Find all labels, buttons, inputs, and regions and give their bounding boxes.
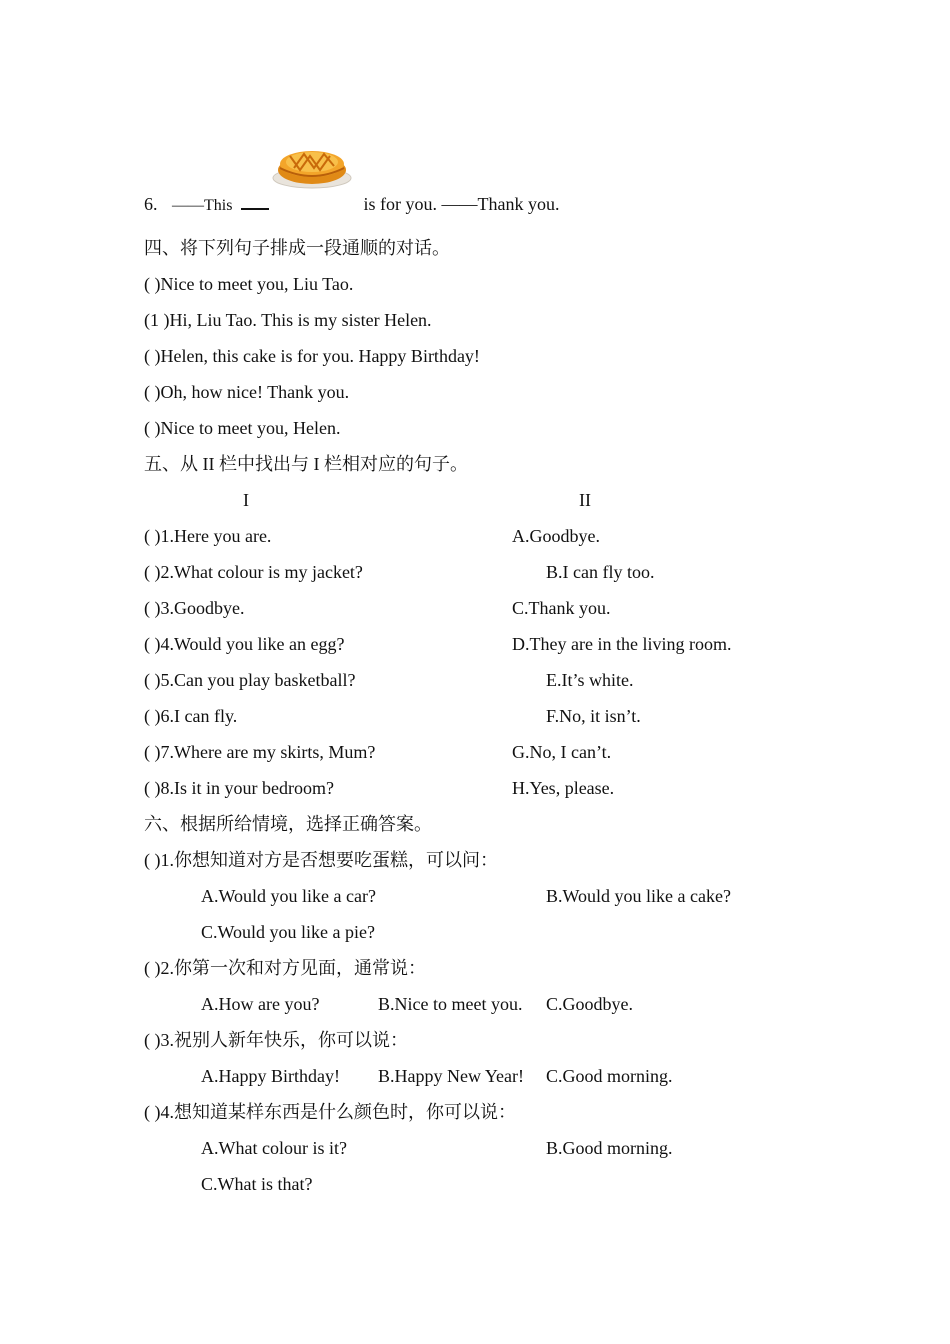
match-right-item: B.I can fly too.: [546, 562, 655, 582]
answer-bracket[interactable]: (1 ): [144, 310, 170, 330]
item-text: Nice to meet you, Liu Tao.: [160, 274, 354, 294]
match-left-item: ( )5.Can you play basketball?: [144, 670, 356, 690]
match-left-item: ( )2.What colour is my jacket?: [144, 562, 363, 582]
dialog-reply: ——Thank you.: [441, 194, 560, 214]
match-right-item: E.It’s white.: [546, 670, 634, 690]
ordering-item: [144, 417, 340, 439]
column-header-ii: II: [579, 490, 591, 510]
column-header-i: I: [243, 490, 249, 510]
match-left-item: ( )3.Goodbye.: [144, 598, 245, 618]
option-c: C.Would you like a pie?: [201, 922, 376, 942]
dialog-line-1: ——This: [172, 197, 233, 214]
option-b: B.Good morning.: [546, 1138, 673, 1158]
match-right-item: C.Thank you.: [512, 598, 611, 618]
ordering-item: [144, 309, 432, 331]
question-stem: ( )3.祝别人新年快乐，你可以说：: [144, 1030, 408, 1050]
option-a: A.How are you?: [201, 994, 320, 1014]
match-left-item: ( )4.Would you like an egg?: [144, 634, 345, 654]
option-c: C.Good morning.: [546, 1066, 673, 1086]
section-4-title: 四、将下列句子排成一段通顺的对话。: [144, 238, 450, 258]
option-c: C.What is that?: [201, 1174, 313, 1194]
question-6: [144, 193, 559, 217]
item-text: Oh, how nice! Thank you.: [160, 382, 350, 402]
item-text: Nice to meet you, Helen.: [160, 418, 341, 438]
match-right-item: F.No, it isn’t.: [546, 706, 641, 726]
option-a: A.What colour is it?: [201, 1138, 347, 1158]
pie-icon: [272, 140, 352, 190]
ordering-item: [144, 381, 349, 403]
question-stem: ( )2.你第一次和对方见面，通常说：: [144, 958, 426, 978]
answer-bracket[interactable]: ( ): [144, 274, 161, 294]
option-b: B.Nice to meet you.: [378, 994, 523, 1014]
option-a: A.Would you like a car?: [201, 886, 376, 906]
option-b: B.Would you like a cake?: [546, 886, 731, 906]
answer-bracket[interactable]: ( ): [144, 418, 161, 438]
section-5-title: 五、从 II 栏中找出与 I 栏相对应的句子。: [144, 454, 468, 474]
match-right-item: D.They are in the living room.: [512, 634, 732, 654]
item-text: Hi, Liu Tao. This is my sister Helen.: [169, 310, 432, 330]
question-stem: ( )1.你想知道对方是否想要吃蛋糕，可以问：: [144, 850, 498, 870]
option-b: B.Happy New Year!: [378, 1066, 524, 1086]
item-text: Helen, this cake is for you. Happy Birthday!: [160, 346, 480, 366]
option-a: A.Happy Birthday!: [201, 1066, 340, 1086]
sentence-rest: is for you.: [363, 194, 437, 214]
match-left-item: ( )7.Where are my skirts, Mum?: [144, 742, 376, 762]
ordering-item: [144, 273, 353, 295]
question-number: 6.: [144, 194, 158, 214]
ordering-item: [144, 345, 480, 367]
option-c: C.Goodbye.: [546, 994, 633, 1014]
answer-bracket[interactable]: ( ): [144, 382, 161, 402]
match-right-item: G.No, I can’t.: [512, 742, 612, 762]
match-left-item: ( )6.I can fly.: [144, 706, 238, 726]
section-6-title: 六、根据所给情境，选择正确答案。: [144, 814, 432, 834]
match-left-item: ( )1.Here you are.: [144, 526, 272, 546]
question-stem: ( )4.想知道某样东西是什么颜色时，你可以说：: [144, 1102, 516, 1122]
answer-bracket[interactable]: ( ): [144, 346, 161, 366]
answer-blank[interactable]: [241, 194, 269, 210]
match-right-item: A.Goodbye.: [512, 526, 600, 546]
match-left-item: ( )8.Is it in your bedroom?: [144, 778, 334, 798]
match-right-item: H.Yes, please.: [512, 778, 615, 798]
